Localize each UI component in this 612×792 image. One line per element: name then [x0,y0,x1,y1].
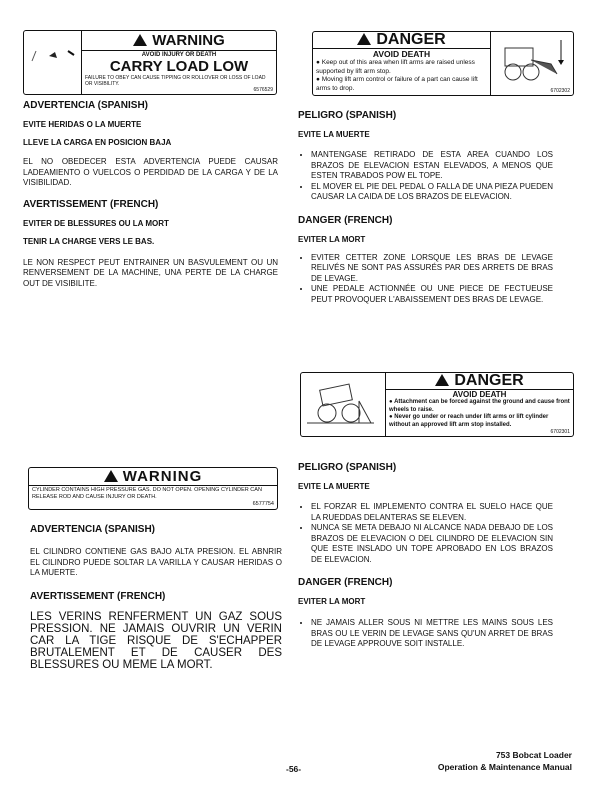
page-number: -56- [286,764,302,774]
paragraph: LE NON RESPECT PEUT ENTRAINER UN BASVULEMENT OU UN RENVERSEMENT DE LA MACHINE, UNA PERTE DE LA CHARGE OUT DE VISIBILITE. [23,257,278,288]
loader-attachment-icon [301,373,385,427]
label-body-text: FAILURE TO OBEY CAN CAUSE TIPPING OR ROLLOVER OR LOSS OF LOAD OR VISIBILITY. [85,75,266,87]
bullet-list: • MANTENGASE RETIRADO DE ESTA AREA CUANDO LOS BRAZOS DE ELEVACION ESTAN ELEVADOS, A MENOS QUE ESTEN TRABADOS POW EL TOPE. • EL MOVER EL PIE DEL PEDAL O FALLA DE UNA PIEZA PUEDEN CAUSAR LA CAIDA DE LOS BRAZOS DE ELEVACION. [298,150,553,203]
warning-title: WARNING [29,468,277,486]
warning-label-cylinder [28,467,278,510]
bullet-list: • EL FORZAR EL IMPLEMENTO CONTRA EL SUELO HACE QUE LA RUEDDAS DELANTERAS SE ELEVEN. • NUNCA SE META DEBAJO NI ALCANCE NADA DEBAJO DE LOS BRAZOS DE ELEVACION O DEL CILINDRO DE ELEVACION SIN QUE ESTE INSLADO UN TOPE APROBADO EN LOS BRAZOS DE ELEVACION. [298,502,553,565]
warning-triangle-icon [133,34,147,46]
subheading: EVITE LA MUERTE [298,130,370,139]
label-body-text: CYLINDER CONTAINS HIGH PRESSURE GAS. DO NOT OPEN. OPENING CYLINDER CAN RELEASE ROD AND CAUSE INJURY OR DEATH. [32,487,262,500]
subheading: TENIR LA CHARGE VERS LE BAS. [23,236,155,246]
warning-label-carry-load-low [23,30,277,95]
loader-illustration [490,32,573,95]
danger-label-lift-arms [312,31,574,96]
paragraph: LES VERINS RENFERMENT UN GAZ SOUS PRESSION. NE JAMAIS OUVRIR UN VERIN CAR LA TIGE RISQUE DE S'ECHAPPER BRUTALEMENT ET DE CAUSER DES BLESSURES OU MEME LA MORT. [30,610,282,671]
left-translations-1 [23,100,278,299]
label-subtitle: AVOID DEATH [452,390,507,399]
label-code: 6576529 [253,87,273,93]
subheading: EVITE HERIDAS O LA MUERTE [23,120,142,129]
subheading: EVITER LA MORT [298,597,366,606]
warning-triangle-icon [357,33,371,45]
subheading: EVITER LA MORT [298,234,366,244]
label-main-text: CARRY LOAD LOW [109,58,249,75]
paragraph: EL NO OBEDECER ESTA ADVERTENCIA PUEDE CAUSAR LADEAMIENTO O VUELCOS O PERDIDAD DE LA CARGA Y DE LA VISIBILIDAD. [23,157,278,187]
label-bullets: ● Keep out of this area when lift arms are raised unless supported by lift arm stop. ● Moving lift arm control or failure of a part can cause lift arms to drop. [316,59,478,92]
label-subtitle: AVOID DEATH [372,49,431,59]
danger-label-attachment [300,372,574,437]
label-code: 6702301 [550,429,570,435]
heading: ADVERTENCIA (SPANISH) [30,524,156,535]
subheading: EVITE LA MUERTE [298,482,370,491]
subheading: EVITER DE BLESSURES OU LA MORT [23,218,169,228]
paragraph: EL CILINDRO CONTIENE GAS BAJO ALTA PRESION. EL ABNRIR EL CILINDRO PUEDE SOLTAR LA VARILLA Y CAUSAR HERIDAS O LA MUERTE. [30,547,282,577]
danger-title: DANGER [386,373,573,390]
label-code: 6702302 [550,88,570,94]
danger-title: DANGER [313,32,490,49]
heading: DANGER (FRENCH) [298,577,393,588]
heading: PELIGRO (SPANISH) [298,462,397,473]
heading: AVERTISSEMENT (FRENCH) [30,590,166,602]
heading: ADVERTENCIA (SPANISH) [23,100,149,111]
footer-manual: Operation & Maintenance Manual [437,762,572,772]
footer-model: 753 Bobcat Loader [495,750,572,760]
label-title-text: WARNING [152,32,225,49]
loader-illustration [301,373,385,436]
heading: AVERTISSEMENT (FRENCH) [23,198,159,210]
warning-triangle-icon [435,374,449,386]
label-code: 6577754 [252,501,274,507]
bullet-list: • NE JAMAIS ALLER SOUS NI METTRE LES MAINS SOUS LES BRAS OU LE VERIN DE LEVAGE SANS QU'UN ARRET DE BRAS DE LEVAGE APPROUVE SOIT INSTALLE. [298,618,553,650]
warning-triangle-icon [104,470,118,482]
label-bullets: ● Attachment can be forced against the ground and cause front wheels to raise. ● Never go under or reach under lift arms or lift cylinder without an approved lift arm stop installed. [389,399,570,428]
heading: DANGER (FRENCH) [298,214,393,226]
right-translations-2 [298,462,553,658]
heading: PELIGRO (SPANISH) [298,110,397,121]
loader-lift-arm-icon [491,32,573,82]
left-translations-2 [30,524,282,671]
warning-title [82,31,276,51]
right-translations-1 [298,110,553,313]
subheading: LLEVE LA CARGA EN POSICION BAJA [23,138,172,147]
operator-illustration-icon [24,31,81,94]
bullet-list: • EVITER CETTER ZONE LORSQUE LES BRAS DE LEVAGE RELIVÉS NE SONT PAS ASSURÉS PAR DES ARRETS DE BRAS DE LEVAGE. • UNE PEDALE ACTIONNÉE OU UNE PIECE DE FECTUEUSE PEUT PROVOQUER L'ABAISSEMENT DES BRAS DE LEVAGE. [298,253,553,306]
label-subtitle: AVOID INJURY OR DEATH [141,52,217,58]
